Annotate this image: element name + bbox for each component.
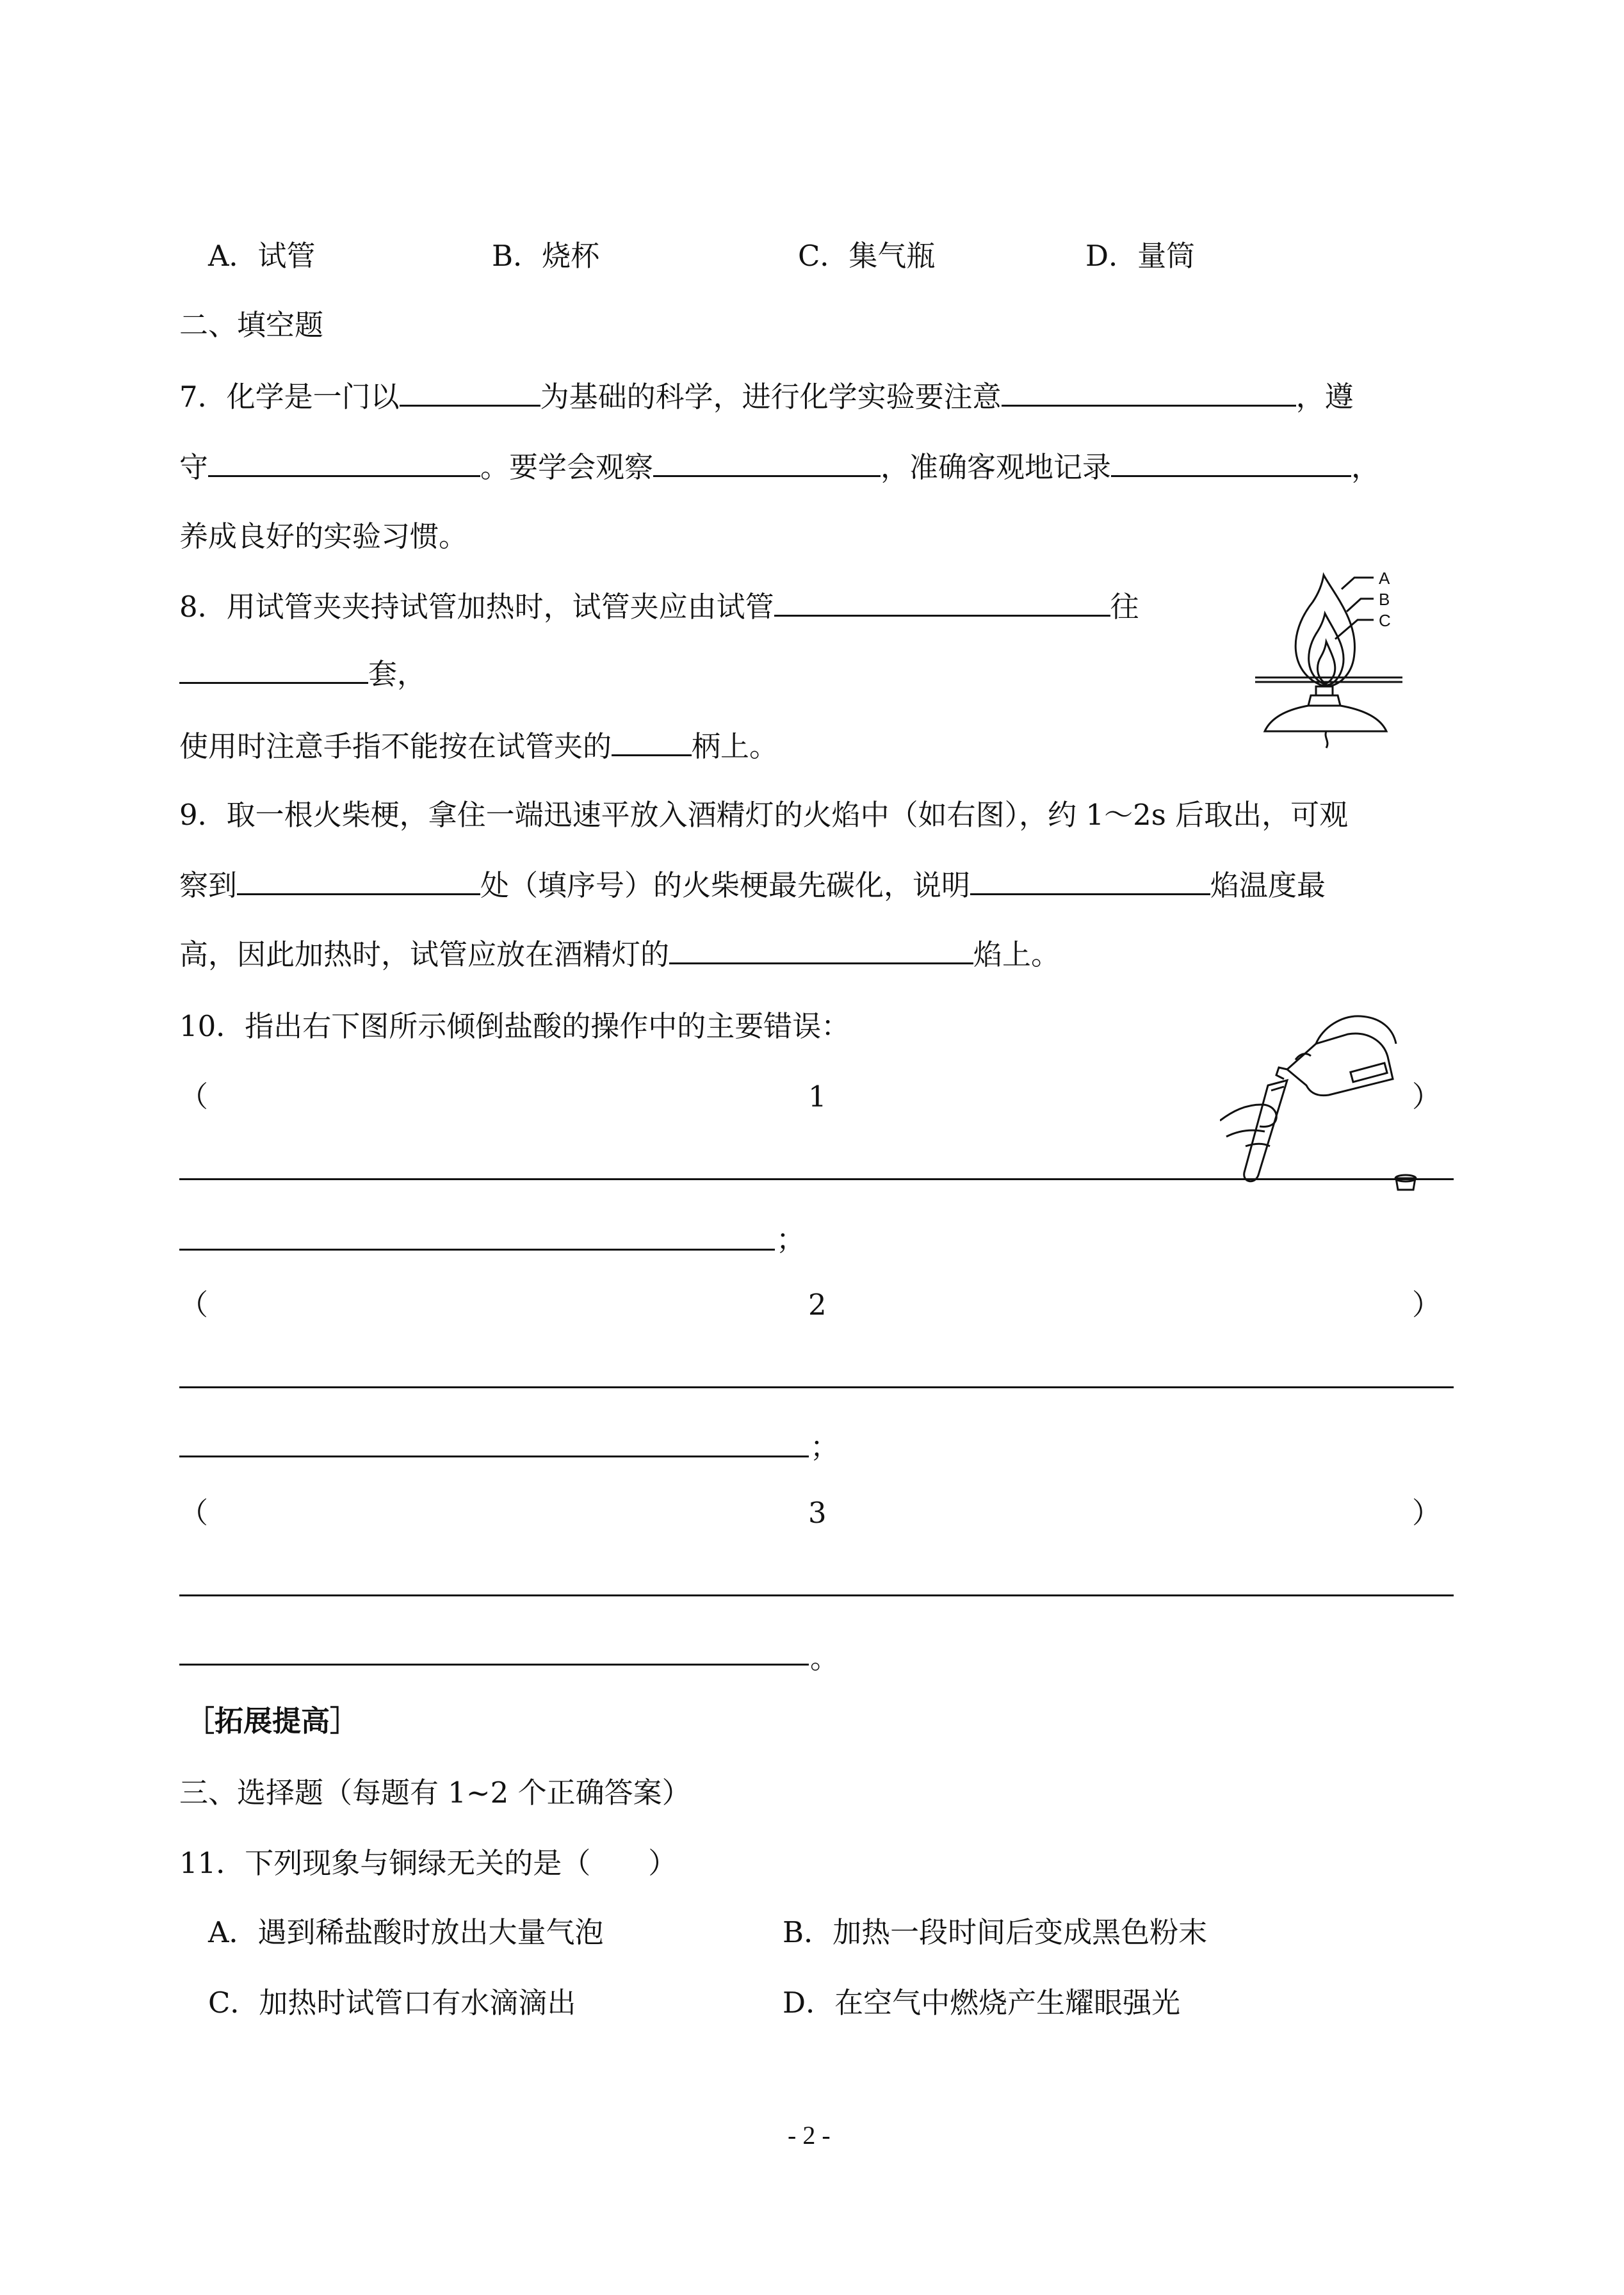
q10-answer-2-line-2[interactable] xyxy=(179,1456,809,1457)
pouring-acid-figure xyxy=(1220,1009,1425,1201)
q11-option-c: C．加热时试管口有水滴滴出 xyxy=(208,1986,576,2020)
alcohol-lamp-flame-figure xyxy=(1252,564,1425,749)
q7-blank-2[interactable] xyxy=(1002,379,1296,407)
q11-option-b: B．加热一段时间后变成黑色粉末 xyxy=(783,1915,1208,1949)
q10-item-1-end: ； xyxy=(776,1222,806,1256)
q11-option-d: D．在空气中燃烧产生耀眼强光 xyxy=(783,1986,1181,2020)
q10-answer-3-line-2[interactable] xyxy=(179,1664,809,1666)
q10-answer-1-line-1[interactable] xyxy=(179,1178,1454,1180)
q6-option-b: B．烧杯 xyxy=(492,239,600,273)
q8-text-4: 使用时注意手指不能按在试管夹的 xyxy=(179,729,612,763)
q10-item-2-close: ） xyxy=(1412,1288,1441,1322)
q8-text-1: 8．用试管夹夹持试管加热时，试管夹应由试管 xyxy=(179,590,774,624)
extension-heading: ［拓展提高］ xyxy=(186,1704,359,1738)
q10-item-3-end: 。 xyxy=(810,1641,840,1675)
q8-line-3 xyxy=(179,729,778,765)
q7-text-4: 守 xyxy=(179,450,209,484)
q10-item-3-number: 3 xyxy=(808,1496,827,1530)
q7-blank-1[interactable] xyxy=(400,379,540,407)
q6-option-a: A．试管 xyxy=(208,239,316,273)
q10-item-1-close: ） xyxy=(1412,1080,1441,1114)
q7-text-1: 7．化学是一门以 xyxy=(179,380,400,414)
q7-text-2: 为基础的科学，进行化学实验要注意 xyxy=(540,380,1002,414)
q10-item-2-open: （ xyxy=(179,1288,209,1322)
q9-line-2 xyxy=(179,868,1326,904)
q7-line-1 xyxy=(179,379,1354,415)
q7-text-3: ，遵 xyxy=(1295,380,1354,414)
q10-item-1-number: 1 xyxy=(808,1080,827,1114)
flame-label-c: C xyxy=(1379,611,1391,630)
q9-text-3: 处（填序号）的火柴梗最先碳化，说明 xyxy=(480,868,971,902)
q9-text-2: 察到 xyxy=(179,868,238,902)
q9-text-5: 高，因此加热时，试管应放在酒精灯的 xyxy=(179,937,670,971)
q6-option-c: C．集气瓶 xyxy=(798,239,936,273)
q10-item-2-end: ； xyxy=(810,1430,840,1464)
q8-blank-2[interactable] xyxy=(179,656,368,684)
q8-blank-1[interactable] xyxy=(774,589,1110,617)
q7-text-5: 。要学会观察 xyxy=(480,450,654,484)
q8-line-2 xyxy=(179,656,426,692)
q9-text-4: 焰温度最 xyxy=(1210,868,1326,902)
q10-item-3-open: （ xyxy=(179,1496,209,1530)
q11-stem: 11．下列现象与铜绿无关的是（ ） xyxy=(179,1846,678,1880)
q7-text-6: ，准确客观地记录 xyxy=(881,450,1112,484)
q7-line-2 xyxy=(179,450,1380,485)
q10-title: 10．指出右下图所示倾倒盐酸的操作中的主要错误： xyxy=(179,1009,850,1043)
q7-text-7: ， xyxy=(1351,450,1381,484)
q8-text-2: 往 xyxy=(1110,590,1139,624)
q10-answer-3-line-1[interactable] xyxy=(179,1594,1454,1596)
section-2-title: 二、填空题 xyxy=(179,308,324,342)
q8-blank-3[interactable] xyxy=(612,729,692,756)
q10-item-2-number: 2 xyxy=(808,1288,827,1322)
q8-line-1 xyxy=(179,589,1139,625)
q9-line-3 xyxy=(179,937,1060,973)
q9-blank-2[interactable] xyxy=(970,868,1210,895)
q9-blank-1[interactable] xyxy=(237,868,480,895)
flame-label-a: A xyxy=(1379,569,1390,588)
q10-answer-2-line-1[interactable] xyxy=(179,1386,1454,1388)
page-number: - 2 - xyxy=(788,2121,831,2150)
flame-label-b: B xyxy=(1379,590,1390,609)
q10-item-3-close: ） xyxy=(1412,1496,1441,1530)
q10-item-1-open: （ xyxy=(179,1080,209,1114)
q6-option-d: D．量筒 xyxy=(1085,239,1196,273)
q7-blank-5[interactable] xyxy=(1111,450,1351,477)
section-3-title: 三、选择题（每题有 1~2 个正确答案） xyxy=(179,1776,691,1810)
q9-text-1: 9．取一根火柴梗，拿住一端迅速平放入酒精灯的火焰中（如右图），约 1～2s 后取出，可观 xyxy=(179,798,1349,832)
q9-blank-3[interactable] xyxy=(669,937,973,964)
q9-text-6: 焰上。 xyxy=(973,937,1060,971)
q11-option-a: A．遇到稀盐酸时放出大量气泡 xyxy=(208,1915,604,1949)
q8-text-3: 套， xyxy=(368,657,426,691)
q7-blank-4[interactable] xyxy=(653,450,881,477)
q10-answer-1-line-2[interactable] xyxy=(179,1249,775,1251)
q7-blank-3[interactable] xyxy=(208,450,480,477)
q8-text-5: 柄上。 xyxy=(692,729,779,763)
q7-text-8: 养成良好的实验习惯。 xyxy=(179,519,468,553)
